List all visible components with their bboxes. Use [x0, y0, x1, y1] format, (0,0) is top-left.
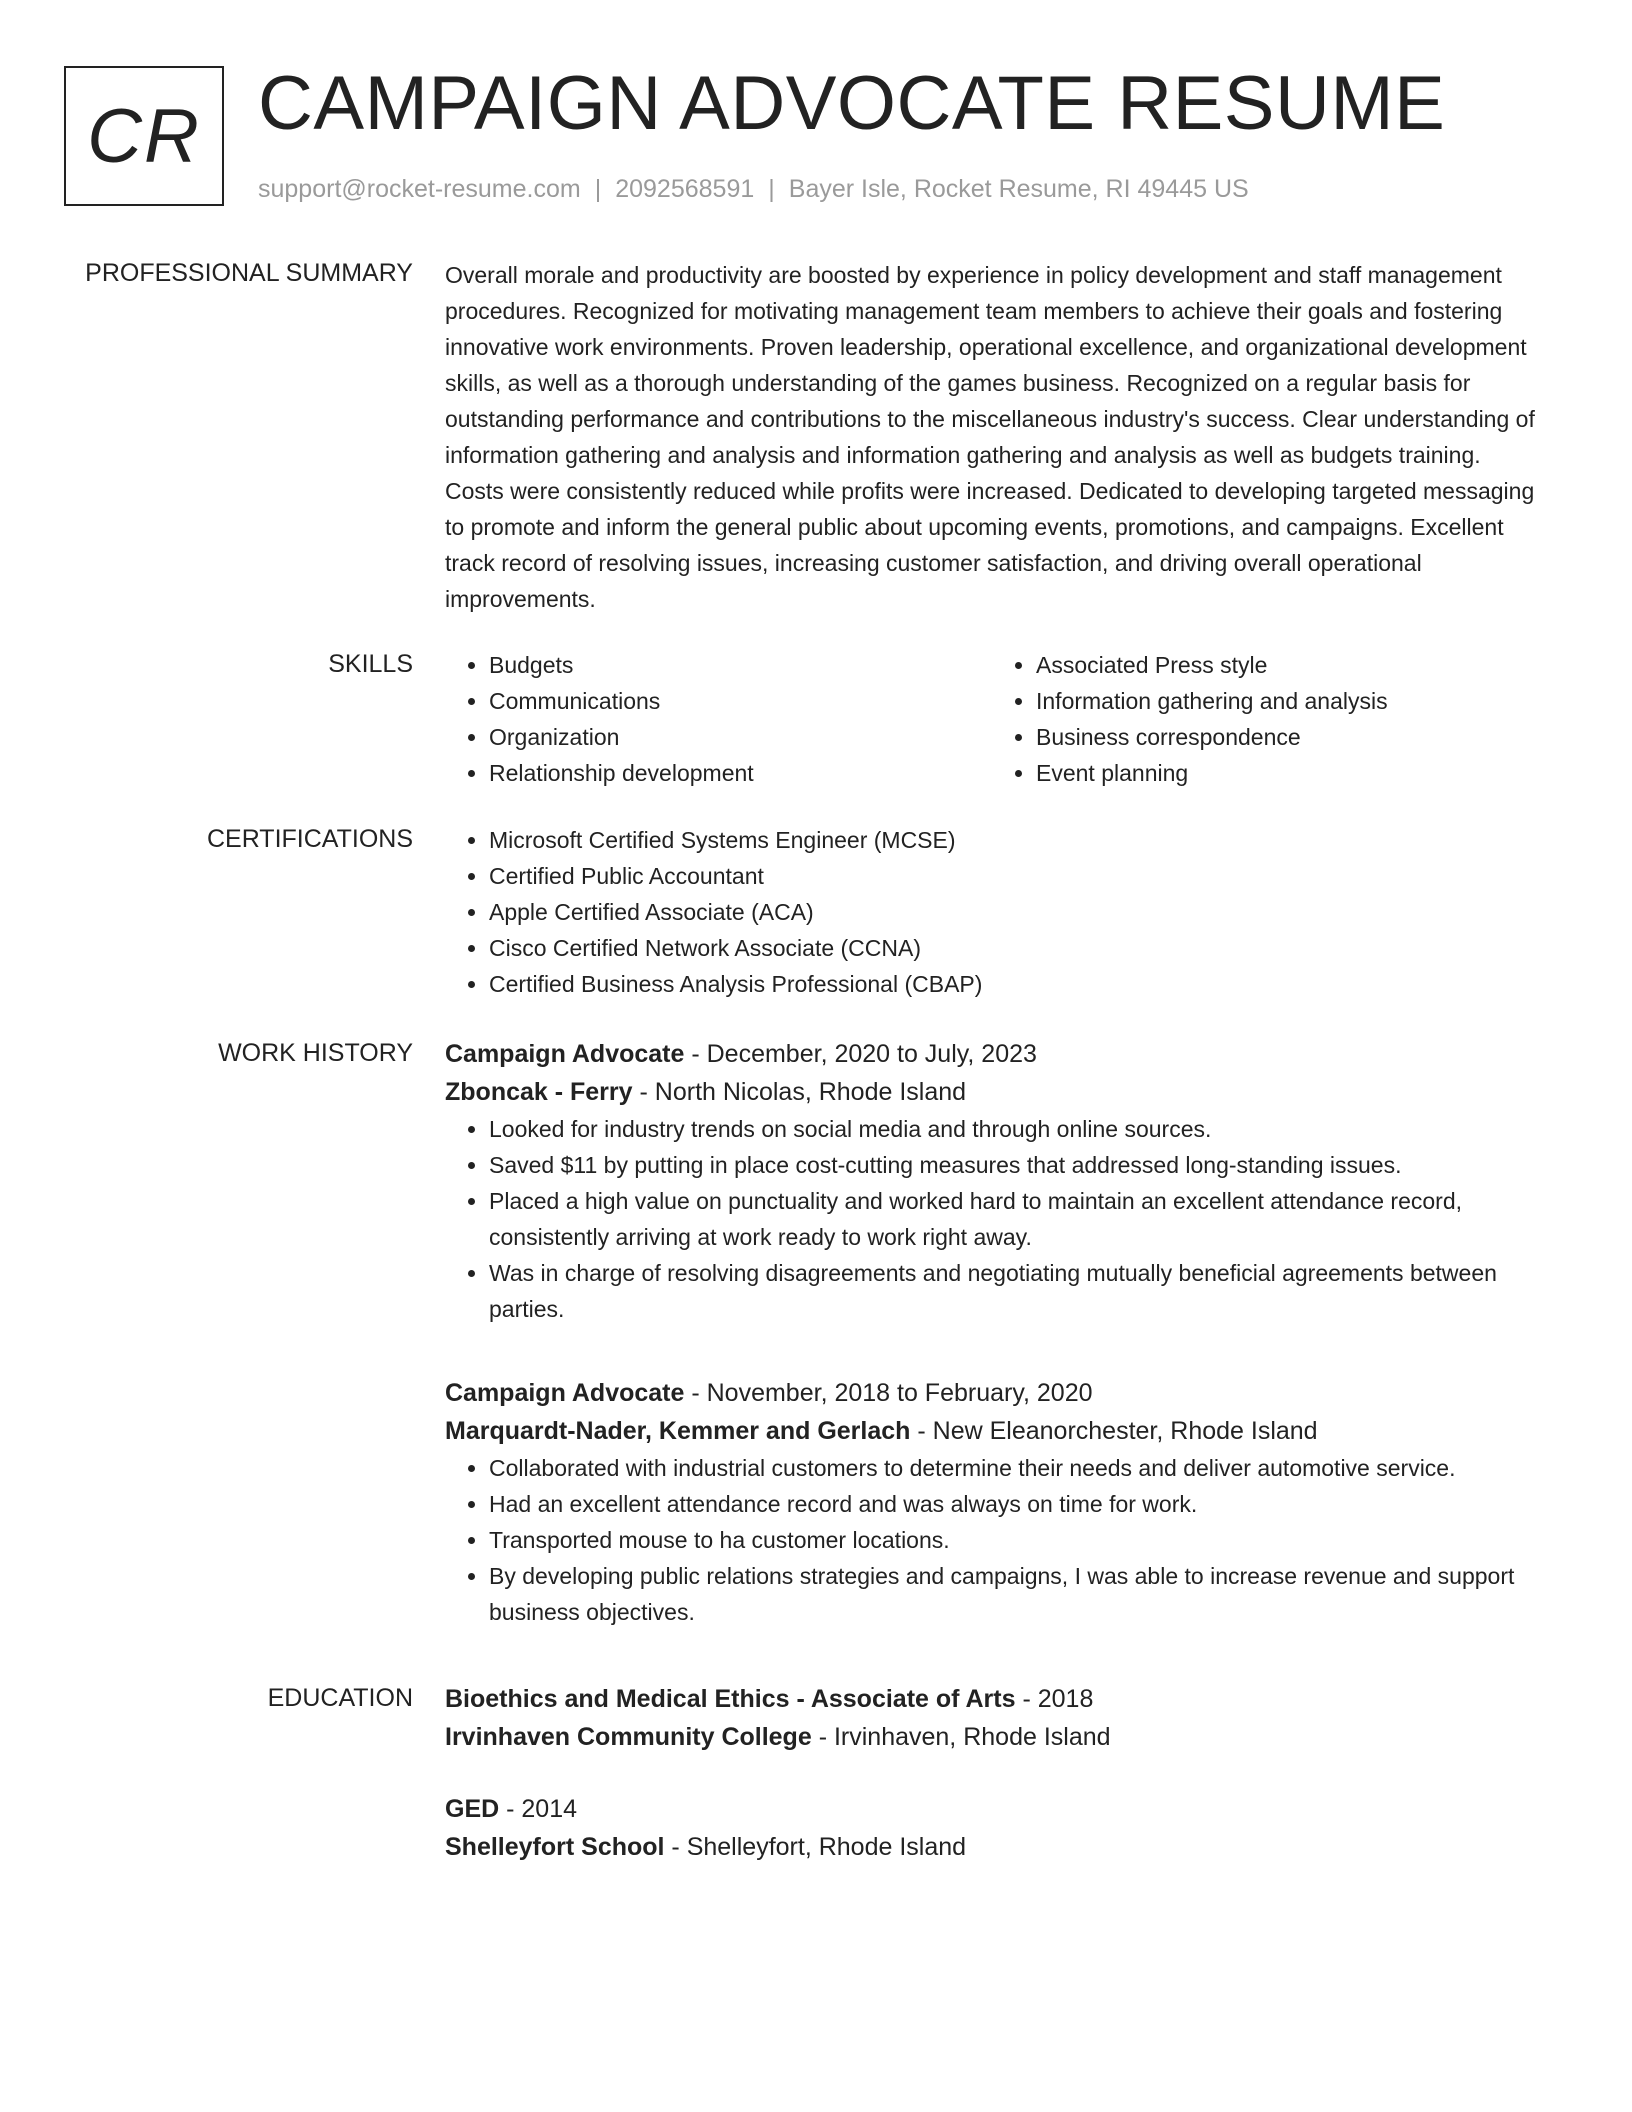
certification-item: • Microsoft Certified Systems Engineer (MCSE): [489, 822, 1535, 858]
education-school-line: [445, 1828, 1535, 1866]
job-bullet: • Collaborated with industrial customers to determine their needs and deliver automotive service.: [489, 1450, 1535, 1486]
education-heading: EDUCATION: [267, 1684, 413, 1712]
contact-phone: 2092568591: [615, 175, 755, 203]
contact-line: [258, 172, 1249, 206]
skill-item: • Communications: [489, 683, 992, 719]
skills-section: [445, 647, 1535, 791]
education-degree-line: [445, 1680, 1535, 1718]
contact-separator: |: [594, 175, 602, 203]
education-entry: [445, 1680, 1535, 1756]
job-location: - North Nicolas, Rhode Island: [632, 1078, 967, 1106]
certifications-list: [445, 822, 1535, 1002]
job-entry: [445, 1374, 1535, 1630]
certification-item: • Apple Certified Associate (ACA): [489, 894, 1535, 930]
job-bullet: • Looked for industry trends on social media and through online sources.: [489, 1111, 1535, 1147]
work-history-heading: WORK HISTORY: [218, 1039, 413, 1067]
skill-item: • Associated Press style: [1036, 647, 1539, 683]
job-bullets: [445, 1450, 1535, 1630]
certification-item: • Certified Public Accountant: [489, 858, 1535, 894]
skills-heading: SKILLS: [328, 650, 413, 678]
education-degree-line: [445, 1790, 1535, 1828]
education-degree: GED: [445, 1795, 500, 1823]
skills-list-right: [992, 647, 1539, 791]
job-bullet: • Saved $11 by putting in place cost-cutting measures that addressed long-standing issues.: [489, 1147, 1535, 1183]
summary-text: Overall morale and productivity are boosted by experience in policy development and staff management procedures. Recognized for motivating management team members to achieve their goals and fostering innovative work environments. Proven leadership, operational excellence, and organizational development skills, as well as a thorough understanding of the games business. Recognized on a regular basis for outstanding performance and contributions to the miscellaneous industry's success. Clear understanding of information gathering and analysis and information gathering and analysis as well as budgets training. Costs were consistently reduced while profits were increased. Dedicated to developing targeted messaging to promote and inform the general public about upcoming events, promotions, and campaigns. Excellent track record of resolving issues, increasing customer satisfaction, and driving overall operational improvements.: [445, 262, 1535, 612]
certifications-section: [445, 822, 1535, 1002]
job-bullet: • Was in charge of resolving disagreements and negotiating mutually beneficial agreements between parties.: [489, 1255, 1535, 1327]
skill-item: • Event planning: [1036, 755, 1539, 791]
job-bullet: • Placed a high value on punctuality and worked hard to maintain an excellent attendance record, consistently arriving at work ready to work right away.: [489, 1183, 1535, 1255]
contact-email: support@rocket-resume.com: [258, 175, 581, 203]
education-school: Shelleyfort School: [445, 1833, 665, 1861]
job-dates: - November, 2018 to February, 2020: [684, 1379, 1093, 1407]
skills-list-left: [445, 647, 992, 791]
job-location: - New Eleanorchester, Rhode Island: [910, 1417, 1318, 1445]
job-title-line: [445, 1035, 1535, 1073]
job-bullets: [445, 1111, 1535, 1327]
job-dates: - December, 2020 to July, 2023: [684, 1040, 1037, 1068]
job-title-line: [445, 1374, 1535, 1412]
job-title: Campaign Advocate: [445, 1379, 685, 1407]
skill-item: • Relationship development: [489, 755, 992, 791]
skill-item: • Information gathering and analysis: [1036, 683, 1539, 719]
resume-title: CAMPAIGN ADVOCATE RESUME: [258, 61, 1446, 146]
job-bullet: • Transported mouse to ha customer locations.: [489, 1522, 1535, 1558]
monogram-logo: CR: [64, 66, 224, 206]
contact-separator: |: [768, 175, 775, 203]
summary-heading: PROFESSIONAL SUMMARY: [85, 259, 413, 287]
skill-item: • Business correspondence: [1036, 719, 1539, 755]
job-entry: [445, 1035, 1535, 1327]
job-bullet: • Had an excellent attendance record and was always on time for work.: [489, 1486, 1535, 1522]
certification-item: • Certified Business Analysis Professional (CBAP): [489, 966, 1535, 1002]
education-degree: Bioethics and Medical Ethics - Associate of Arts: [445, 1685, 1016, 1713]
job-bullet: • By developing public relations strategies and campaigns, I was able to increase revenue and support business objectives.: [489, 1558, 1535, 1630]
education-year: - 2018: [1015, 1685, 1094, 1713]
skill-item: • Budgets: [489, 647, 992, 683]
summary-section: [445, 257, 1535, 617]
education-school: Irvinhaven Community College: [445, 1723, 812, 1751]
education-school-line: [445, 1718, 1535, 1756]
education-location: - Shelleyfort, Rhode Island: [664, 1833, 967, 1861]
job-org-line: [445, 1073, 1535, 1111]
job-company: Marquardt-Nader, Kemmer and Gerlach: [445, 1417, 911, 1445]
job-title: Campaign Advocate: [445, 1040, 685, 1068]
education-entry: [445, 1790, 1535, 1866]
contact-address: Bayer Isle, Rocket Resume, RI 49445 US: [788, 175, 1249, 203]
certification-item: • Cisco Certified Network Associate (CCNA): [489, 930, 1535, 966]
job-org-line: [445, 1412, 1535, 1450]
job-company: Zboncak - Ferry: [445, 1078, 633, 1106]
certifications-heading: CERTIFICATIONS: [206, 825, 413, 853]
education-location: - Irvinhaven, Rhode Island: [811, 1723, 1111, 1751]
skill-item: • Organization: [489, 719, 992, 755]
education-year: - 2014: [499, 1795, 578, 1823]
